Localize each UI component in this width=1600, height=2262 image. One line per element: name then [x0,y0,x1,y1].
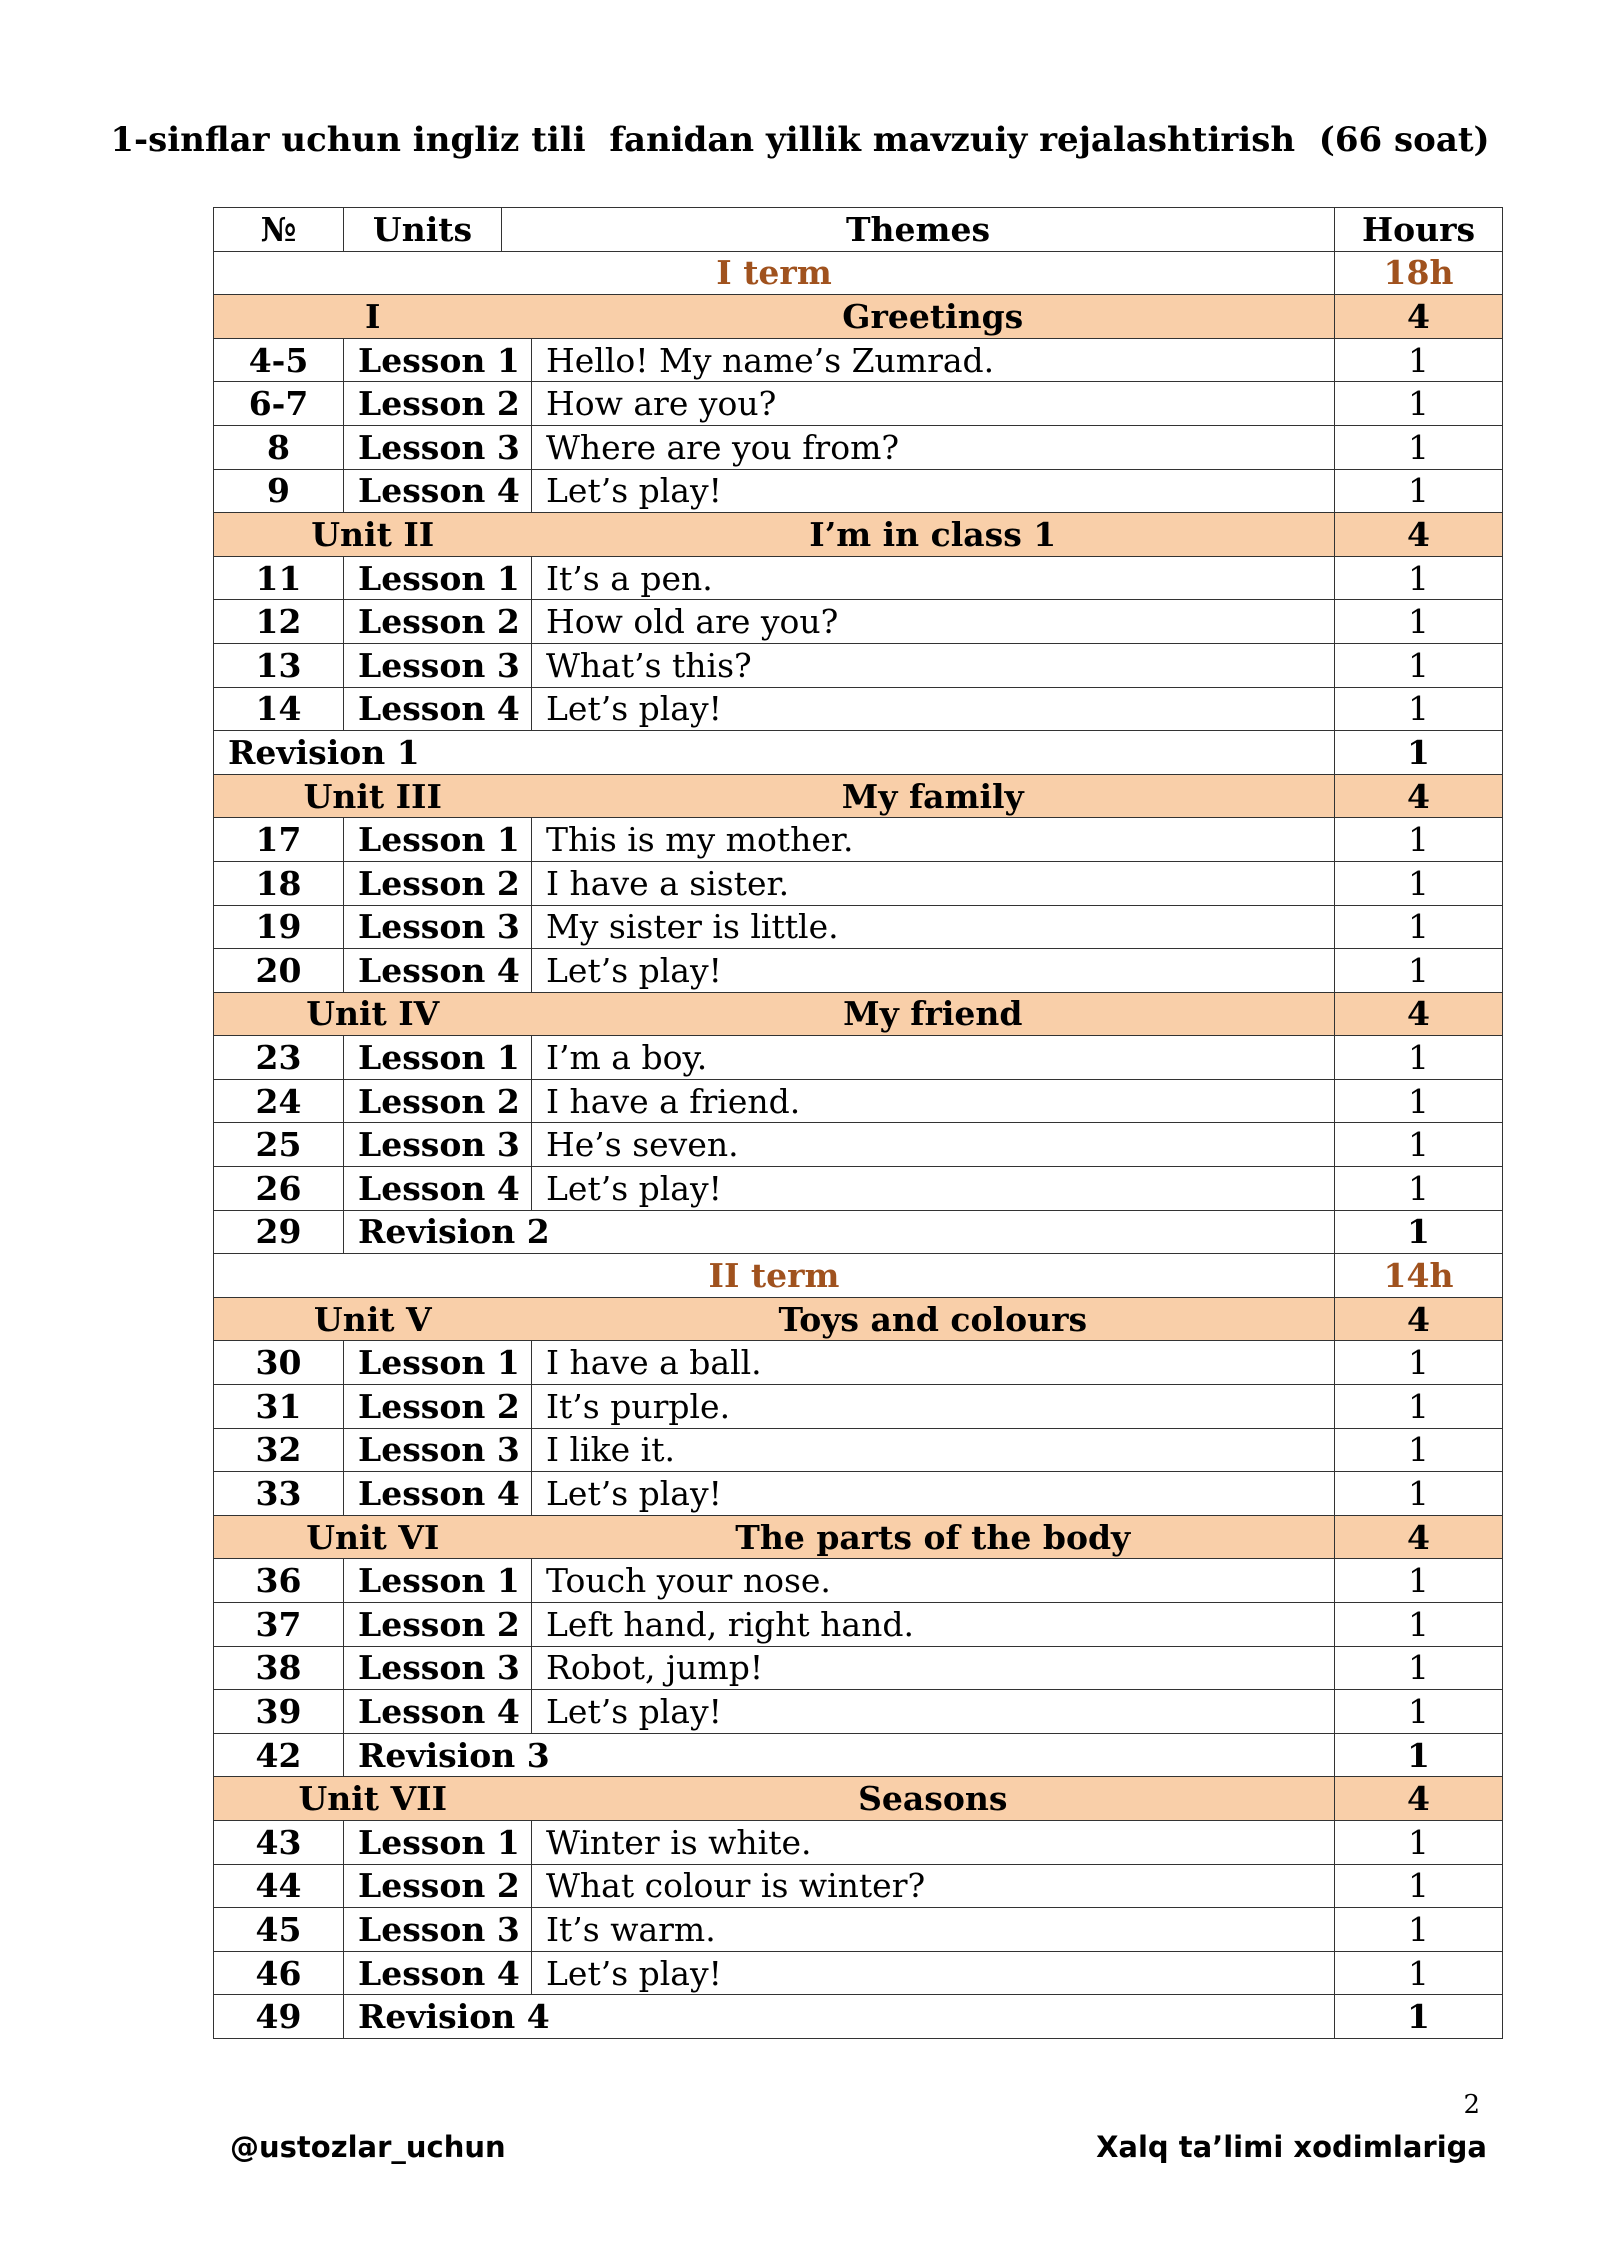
lesson-number: 32 [214,1428,344,1472]
table-row [214,1820,1503,1864]
lesson-label: Lesson 1 [344,1036,532,1080]
unit-name: Unit III [214,774,532,818]
revision-label: Revision 3 [344,1733,1335,1777]
revision-number: 29 [214,1210,344,1254]
table-row [214,600,1503,644]
revision-label: Revision 1 [214,731,1335,775]
table-row [214,1123,1503,1167]
table-row [214,338,1503,382]
lesson-theme: My sister is little. [532,905,1335,949]
lesson-theme: Touch your nose. [532,1559,1335,1603]
lesson-label: Lesson 1 [344,1559,532,1603]
lesson-hours: 1 [1335,643,1503,687]
lesson-number: 38 [214,1646,344,1690]
unit-row [214,1515,1503,1559]
lesson-theme: I have a friend. [532,1079,1335,1123]
lesson-theme: Left hand, right hand. [532,1603,1335,1647]
lesson-theme: Let’s play! [532,687,1335,731]
lesson-number: 36 [214,1559,344,1603]
lesson-hours: 1 [1335,338,1503,382]
lesson-label: Lesson 2 [344,861,532,905]
lesson-hours: 1 [1335,1472,1503,1516]
lesson-theme: Winter is white. [532,1820,1335,1864]
lesson-number: 37 [214,1603,344,1647]
lesson-hours: 1 [1335,556,1503,600]
table-row [214,1167,1503,1211]
term-label: II term [214,1254,1335,1298]
lesson-number: 13 [214,643,344,687]
revision-row [214,1210,1503,1254]
lesson-hours: 1 [1335,1820,1503,1864]
lesson-label: Lesson 3 [344,905,532,949]
revision-hours: 1 [1335,1995,1503,2039]
table-row [214,949,1503,993]
lesson-theme: What’s this? [532,643,1335,687]
revision-label: Revision 2 [344,1210,1335,1254]
table-row [214,643,1503,687]
table-row [214,687,1503,731]
table-header-row [214,208,1503,252]
header-hours: Hours [1335,208,1503,252]
revision-row [214,731,1503,775]
annual-plan-table [213,207,1503,2039]
revision-row [214,1995,1503,2039]
table-row [214,382,1503,426]
unit-theme: My friend [532,992,1335,1036]
table-row [214,1036,1503,1080]
table-row [214,905,1503,949]
lesson-number: 30 [214,1341,344,1385]
lesson-number: 19 [214,905,344,949]
unit-hours: 4 [1335,1515,1503,1559]
lesson-label: Lesson 4 [344,469,532,513]
table-row [214,1385,1503,1429]
unit-name: Unit II [214,513,532,557]
unit-name: Unit IV [214,992,532,1036]
lesson-theme: Let’s play! [532,1690,1335,1734]
term-hours: 14h [1335,1254,1503,1298]
unit-theme: The parts of the body [532,1515,1335,1559]
lesson-theme: Where are you from? [532,425,1335,469]
lesson-hours: 1 [1335,1167,1503,1211]
table-row [214,818,1503,862]
lesson-number: 17 [214,818,344,862]
header-themes: Themes [502,208,1335,252]
lesson-label: Lesson 1 [344,556,532,600]
lesson-hours: 1 [1335,1385,1503,1429]
lesson-hours: 1 [1335,600,1503,644]
unit-row [214,513,1503,557]
revision-hours: 1 [1335,1733,1503,1777]
term-label: I term [214,251,1335,295]
lesson-label: Lesson 1 [344,1341,532,1385]
lesson-number: 23 [214,1036,344,1080]
lesson-number: 12 [214,600,344,644]
lesson-theme: Let’s play! [532,949,1335,993]
lesson-label: Lesson 4 [344,949,532,993]
lesson-label: Lesson 3 [344,1646,532,1690]
lesson-number: 25 [214,1123,344,1167]
unit-hours: 4 [1335,1297,1503,1341]
term-row [214,1254,1503,1298]
lesson-label: Lesson 1 [344,338,532,382]
unit-theme: Toys and colours [532,1297,1335,1341]
revision-number: 42 [214,1733,344,1777]
unit-name: Unit V [214,1297,532,1341]
unit-row [214,295,1503,339]
lesson-number: 39 [214,1690,344,1734]
lesson-number: 20 [214,949,344,993]
unit-row [214,992,1503,1036]
lesson-hours: 1 [1335,1646,1503,1690]
unit-hours: 4 [1335,1777,1503,1821]
lesson-theme: I have a sister. [532,861,1335,905]
lesson-theme: I’m a boy. [532,1036,1335,1080]
lesson-hours: 1 [1335,382,1503,426]
lesson-hours: 1 [1335,1951,1503,1995]
lesson-hours: 1 [1335,425,1503,469]
lesson-label: Lesson 2 [344,1864,532,1908]
revision-hours: 1 [1335,1210,1503,1254]
table-row [214,1603,1503,1647]
term-row [214,251,1503,295]
unit-theme: Greetings [532,295,1335,339]
lesson-hours: 1 [1335,1341,1503,1385]
unit-name: Unit VI [214,1515,532,1559]
lesson-hours: 1 [1335,1123,1503,1167]
lesson-hours: 1 [1335,1864,1503,1908]
term-hours: 18h [1335,251,1503,295]
lesson-theme: It’s a pen. [532,556,1335,600]
table-row [214,1690,1503,1734]
table-row [214,1951,1503,1995]
lesson-number: 46 [214,1951,344,1995]
lesson-number: 24 [214,1079,344,1123]
header-units: Units [344,208,502,252]
page-number: 2 [1463,2090,1480,2120]
lesson-theme: How are you? [532,382,1335,426]
unit-row [214,1297,1503,1341]
lesson-hours: 1 [1335,1428,1503,1472]
lesson-hours: 1 [1335,1690,1503,1734]
lesson-label: Lesson 3 [344,1428,532,1472]
table-row [214,1908,1503,1952]
header-num: № [214,208,344,252]
lesson-hours: 1 [1335,1559,1503,1603]
unit-theme: Seasons [532,1777,1335,1821]
footer-left: @ustozlar_uchun [230,2130,506,2164]
lesson-number: 44 [214,1864,344,1908]
table-row [214,1472,1503,1516]
lesson-label: Lesson 3 [344,1908,532,1952]
lesson-label: Lesson 3 [344,425,532,469]
lesson-hours: 1 [1335,1603,1503,1647]
lesson-theme: Robot, jump! [532,1646,1335,1690]
lesson-label: Lesson 2 [344,1079,532,1123]
unit-name: Unit VII [214,1777,532,1821]
lesson-label: Lesson 2 [344,382,532,426]
lesson-number: 9 [214,469,344,513]
revision-number: 49 [214,1995,344,2039]
lesson-hours: 1 [1335,1908,1503,1952]
lesson-label: Lesson 4 [344,1472,532,1516]
unit-hours: 4 [1335,774,1503,818]
lesson-hours: 1 [1335,687,1503,731]
revision-hours: 1 [1335,731,1503,775]
unit-hours: 4 [1335,513,1503,557]
lesson-number: 14 [214,687,344,731]
unit-theme: My family [532,774,1335,818]
document-title: 1-sinflar uchun ingliz tili fanidan yillik mavzuiy rejalashtirish (66 soat) [110,120,1490,160]
lesson-number: 33 [214,1472,344,1516]
lesson-hours: 1 [1335,949,1503,993]
unit-theme: I’m in class 1 [532,513,1335,557]
lesson-label: Lesson 2 [344,600,532,644]
lesson-number: 4-5 [214,338,344,382]
lesson-theme: Let’s play! [532,469,1335,513]
lesson-label: Lesson 3 [344,643,532,687]
lesson-theme: Let’s play! [532,1472,1335,1516]
lesson-hours: 1 [1335,1079,1503,1123]
table-row [214,425,1503,469]
lesson-theme: He’s seven. [532,1123,1335,1167]
unit-hours: 4 [1335,295,1503,339]
lesson-number: 6-7 [214,382,344,426]
lesson-number: 11 [214,556,344,600]
footer-right: Xalq ta’limi xodimlariga [1096,2130,1487,2164]
table-row [214,861,1503,905]
lesson-number: 18 [214,861,344,905]
lesson-theme: I have a ball. [532,1341,1335,1385]
lesson-hours: 1 [1335,469,1503,513]
revision-label: Revision 4 [344,1995,1335,2039]
lesson-label: Lesson 1 [344,818,532,862]
table-row [214,1646,1503,1690]
lesson-label: Lesson 4 [344,1690,532,1734]
lesson-number: 43 [214,1820,344,1864]
lesson-label: Lesson 2 [344,1603,532,1647]
lesson-hours: 1 [1335,905,1503,949]
lesson-theme: It’s warm. [532,1908,1335,1952]
lesson-theme: Let’s play! [532,1951,1335,1995]
lesson-label: Lesson 3 [344,1123,532,1167]
lesson-number: 26 [214,1167,344,1211]
table-row [214,1428,1503,1472]
lesson-theme: I like it. [532,1428,1335,1472]
lesson-theme: Hello! My name’s Zumrad. [532,338,1335,382]
lesson-label: Lesson 2 [344,1385,532,1429]
lesson-theme: It’s purple. [532,1385,1335,1429]
unit-row [214,774,1503,818]
lesson-theme: This is my mother. [532,818,1335,862]
lesson-number: 45 [214,1908,344,1952]
lesson-number: 31 [214,1385,344,1429]
unit-hours: 4 [1335,992,1503,1036]
lesson-hours: 1 [1335,1036,1503,1080]
lesson-hours: 1 [1335,818,1503,862]
table-row [214,469,1503,513]
unit-name: I [214,295,532,339]
revision-row [214,1733,1503,1777]
table-row [214,556,1503,600]
lesson-label: Lesson 4 [344,1951,532,1995]
lesson-theme: Let’s play! [532,1167,1335,1211]
lesson-label: Lesson 4 [344,1167,532,1211]
lesson-theme: What colour is winter? [532,1864,1335,1908]
table-row [214,1559,1503,1603]
lesson-hours: 1 [1335,861,1503,905]
lesson-label: Lesson 4 [344,687,532,731]
lesson-label: Lesson 1 [344,1820,532,1864]
table-row [214,1341,1503,1385]
table-row [214,1079,1503,1123]
table-row [214,1864,1503,1908]
lesson-number: 8 [214,425,344,469]
lesson-theme: How old are you? [532,600,1335,644]
unit-row [214,1777,1503,1821]
